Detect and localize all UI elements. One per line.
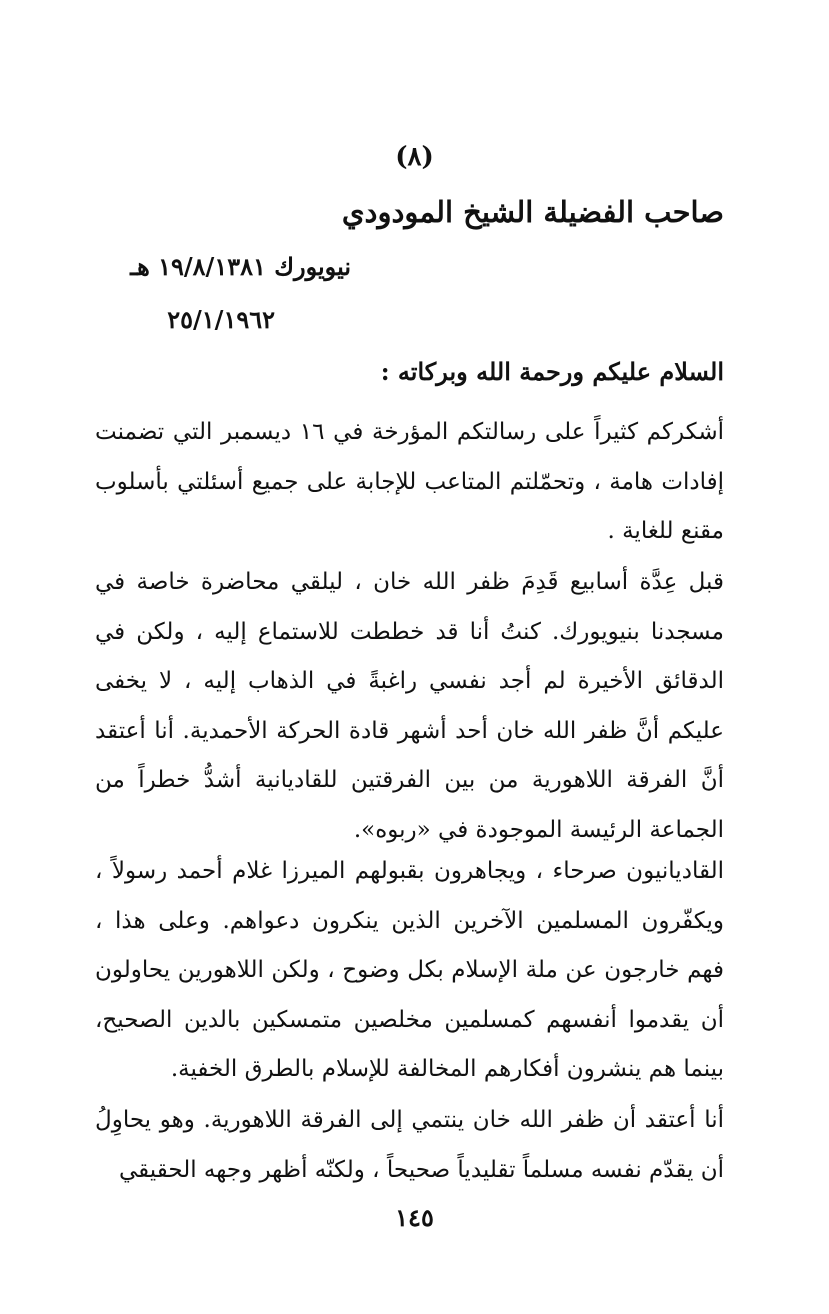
paragraph-2 <box>95 558 724 855</box>
paragraph-text: أشكركم كثيراً على رسالتكم المؤرخة في ١٦ ديسمبر التي تضمنت إفادات هامة ، وتحمّلتم المتاعب للإجابة على جميع أسئلتي بأسلوب مقنع للغاية . <box>95 419 724 544</box>
letter-greeting: السلام عليكم ورحمة الله وبركاته : <box>380 357 724 386</box>
paragraph-text: قبل عِدَّة أسابيع قَدِمَ ظفر الله خان ، ليلقي محاضرة خاصة في مسجدنا بنيويورك. كنتُ أنا قد خططت للاستماع إليه ، ولكن في الدقائق الأخيرة لم أجد نفسي راغبةً في الذهاب إليه ، لا يخفى عليكم أنَّ ظفر الله خان أحد أشهر قادة الحركة الأحمدية. أنا أعتقد أنَّ الفرقة اللاهورية من بين الفرقتين للقاديانية أشدُّ خطراً من الجماعة الرئيسة الموجودة في «ربوه». <box>95 569 725 843</box>
paragraph-4 <box>95 1096 724 1195</box>
letter-date-hijri: نيويورك ١٩/٨/١٣٨١ هـ <box>130 252 351 281</box>
page-number: ١٤٥ <box>395 1203 434 1232</box>
letter-date-gregorian: ٢٥/١/١٩٦٢ <box>167 305 275 334</box>
paragraph-text: القاديانيون صرحاء ، ويجاهرون بقبولهم الميرزا غلام أحمد رسولاً ، ويكفّرون المسلمين الآخرين الذين ينكرون دعواهم. وعلى هذا ، فهم خارجون عن ملة الإسلام بكل وضوح ، ولكن اللاهورين يحاولون أن يقدموا أنفسهم كمسلمين مخلصين متمسكين بالدين الصحيح، بينما هم ينشرون أفكارهم المخالفة للإسلام بالطرق الخفية. <box>95 858 724 1082</box>
paragraph-3 <box>95 847 724 1095</box>
letter-heading: صاحب الفضيلة الشيخ المودودي <box>341 195 724 229</box>
letter-number: (٨) <box>395 142 434 172</box>
paragraph-text: أنا أعتقد أن ظفر الله خان ينتمي إلى الفرقة اللاهورية. وهو يحاوِلُ أن يقدّم نفسه مسلماً تقليدياً صحيحاً ، ولكنّه أظهر وجهه الحقيقي <box>95 1107 724 1183</box>
paragraph-1 <box>95 408 724 557</box>
